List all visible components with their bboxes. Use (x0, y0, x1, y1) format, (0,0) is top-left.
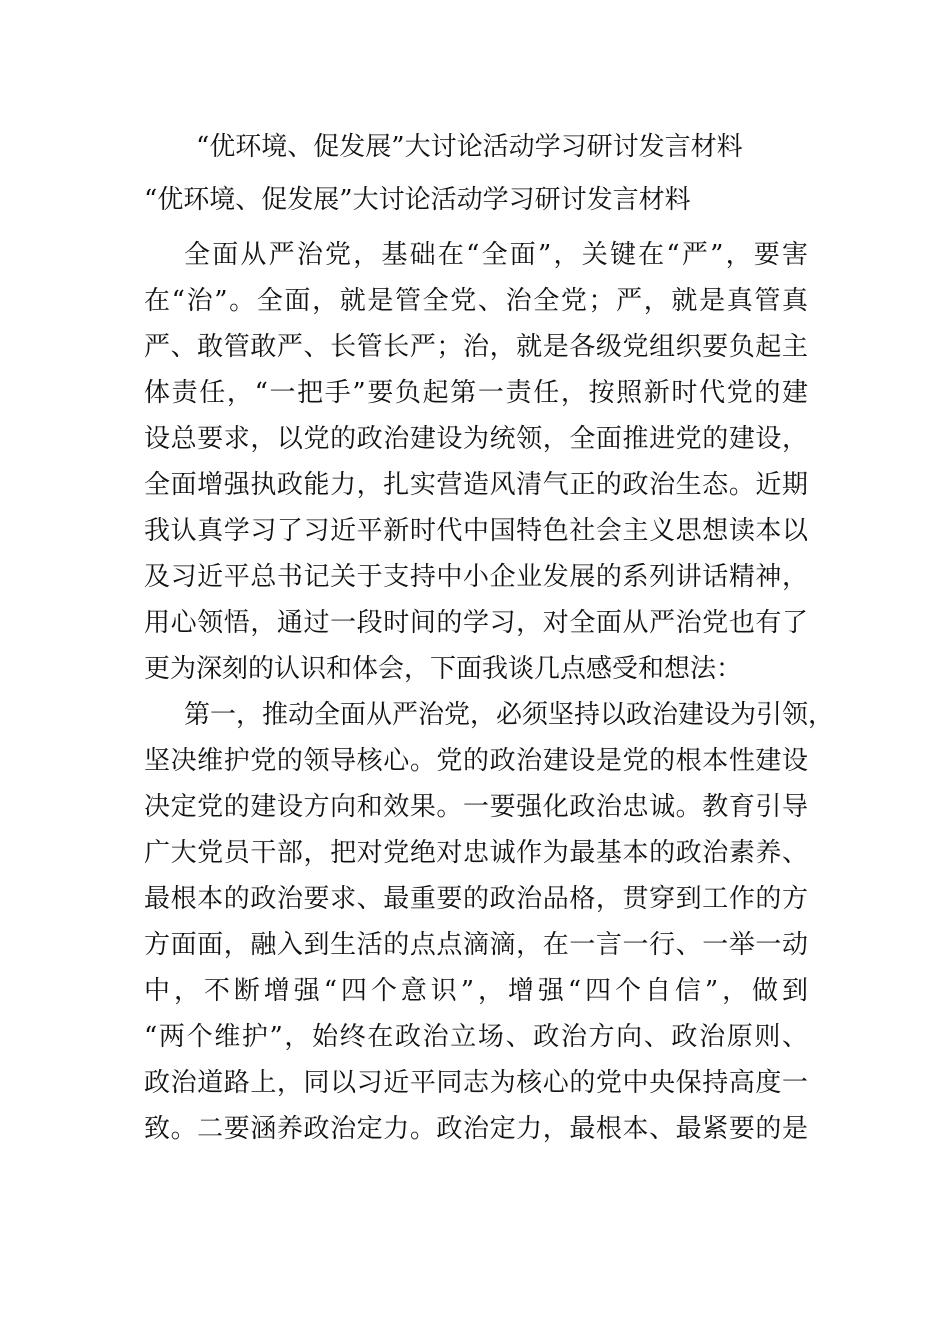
paragraph-line: 决定党的建设方向和效果。一要强化政治忠诚。教育引导 (144, 792, 808, 822)
paragraph-line: 设总要求，以党的政治建设为统领，全面推进党的建设， (144, 424, 808, 454)
document-title: “优环境、促发展”大讨论活动学习研讨发言材料 (196, 132, 743, 162)
paragraph-line: 体责任，“一把手”要负起第一责任，按照新时代党的建 (144, 378, 808, 408)
paragraph-line: 更为深刻的认识和体会，下面我谈几点感受和想法： (144, 654, 743, 684)
document-body (144, 232, 835, 1152)
paragraph-line: 我认真学习了习近平新时代中国特色社会主义思想读本以 (144, 516, 808, 546)
paragraph-line: 及习近平总书记关于支持中小企业发展的系列讲话精神， (144, 562, 808, 592)
paragraph-line: 全面增强执政能力，扎实营造风清气正的政治生态。近期 (144, 470, 808, 500)
paragraph-line: 坚决维护党的领导核心。党的政治建设是党的根本性建设 (144, 746, 808, 776)
paragraph-line: 政治道路上，同以习近平同志为核心的党中央保持高度一 (144, 1068, 808, 1098)
paragraph-line: 全面从严治党，基础在“全面”，关键在“严”，要害 (184, 240, 808, 270)
paragraph-line: 广大党员干部，把对党绝对忠诚作为最基本的政治素养、 (144, 838, 808, 868)
paragraph-line: 最根本的政治要求、最重要的政治品格，贯穿到工作的方 (144, 884, 808, 914)
paragraph-line: 方面面，融入到生活的点点滴滴，在一言一行、一举一动 (144, 930, 808, 960)
paragraph-line: “两个维护”，始终在政治立场、政治方向、政治原则、 (144, 1022, 808, 1052)
paragraph-line: 中，不断增强“四个意识”，增强“四个自信”，做到 (144, 976, 808, 1006)
paragraph-line: 用心领悟，通过一段时间的学习，对全面从严治党也有了 (144, 608, 808, 638)
paragraph-line: 致。二要涵养政治定力。政治定力，最根本、最紧要的是 (144, 1114, 808, 1144)
document-subtitle: “优环境、促发展”大讨论活动学习研讨发言材料 (144, 185, 691, 215)
paragraph-line: 第一，推动全面从严治党，必须坚持以政治建设为引领， (184, 700, 835, 730)
paragraph-line: 严、敢管敢严、长管长严；治，就是各级党组织要负起主 (144, 332, 808, 362)
paragraph-line: 在“治”。全面，就是管全党、治全党；严，就是真管真 (144, 286, 808, 316)
